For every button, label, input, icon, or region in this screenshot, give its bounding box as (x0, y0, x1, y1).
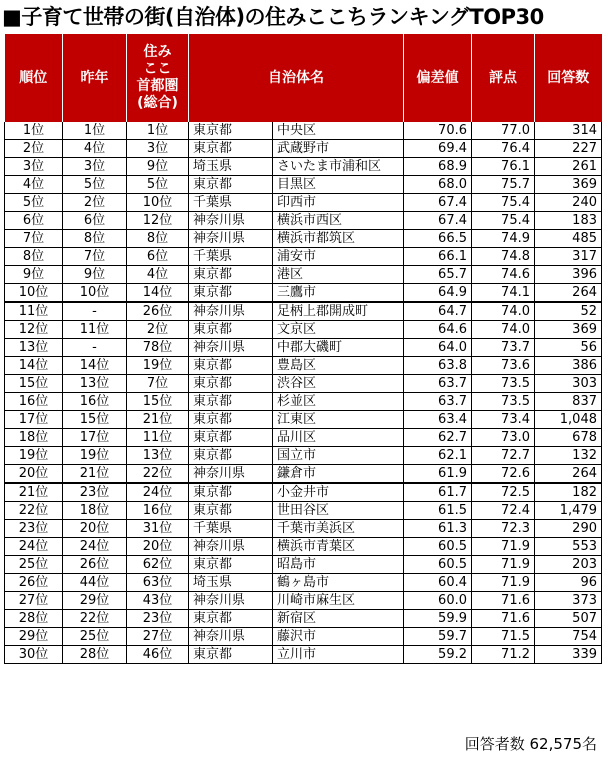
prefecture-cell: 東京都 (189, 447, 273, 465)
score-cell: 72.4 (472, 502, 535, 520)
prefecture-cell: 埼玉県 (189, 574, 273, 592)
city-cell: 世田谷区 (273, 502, 404, 520)
deviation-cell: 63.7 (404, 393, 472, 411)
rank-cell: 11位 (5, 302, 63, 321)
last-year-cell: 25位 (63, 628, 127, 646)
metro-rank-cell: 27位 (127, 628, 189, 646)
score-cell: 71.9 (472, 574, 535, 592)
metro-rank-cell: 1位 (127, 122, 189, 140)
respondents-cell: 290 (535, 520, 602, 538)
table-row (5, 483, 602, 502)
rank-cell: 16位 (5, 393, 63, 411)
deviation-cell: 70.6 (404, 122, 472, 140)
score-cell: 71.9 (472, 556, 535, 574)
rank-cell: 19位 (5, 447, 63, 465)
metro-rank-cell: 13位 (127, 447, 189, 465)
rank-cell: 17位 (5, 411, 63, 429)
rank-cell: 15位 (5, 375, 63, 393)
city-cell: 国立市 (273, 447, 404, 465)
deviation-cell: 63.7 (404, 375, 472, 393)
respondents-cell: 369 (535, 321, 602, 339)
metro-rank-cell: 46位 (127, 646, 189, 664)
deviation-cell: 61.5 (404, 502, 472, 520)
header-deviation: 偏差値 (404, 34, 472, 122)
prefecture-cell: 千葉県 (189, 520, 273, 538)
table-row (5, 393, 602, 411)
score-cell: 72.6 (472, 465, 535, 484)
last-year-cell: 28位 (63, 646, 127, 664)
last-year-cell: 18位 (63, 502, 127, 520)
metro-rank-cell: 12位 (127, 212, 189, 230)
last-year-cell: 17位 (63, 429, 127, 447)
prefecture-cell: 東京都 (189, 122, 273, 140)
city-cell: 江東区 (273, 411, 404, 429)
city-cell: 中央区 (273, 122, 404, 140)
deviation-cell: 64.6 (404, 321, 472, 339)
respondents-cell: 317 (535, 248, 602, 266)
deviation-cell: 68.0 (404, 176, 472, 194)
last-year-cell: - (63, 302, 127, 321)
metro-rank-cell: 23位 (127, 610, 189, 628)
header-last-year: 昨年 (63, 34, 127, 122)
respondents-cell: 678 (535, 429, 602, 447)
metro-rank-cell: 5位 (127, 176, 189, 194)
respondents-cell: 240 (535, 194, 602, 212)
rank-cell: 5位 (5, 194, 63, 212)
score-cell: 71.6 (472, 610, 535, 628)
metro-rank-cell: 14位 (127, 284, 189, 303)
city-cell: 鶴ヶ島市 (273, 574, 404, 592)
deviation-cell: 61.9 (404, 465, 472, 484)
score-cell: 73.5 (472, 393, 535, 411)
score-cell: 73.6 (472, 357, 535, 375)
table-row (5, 122, 602, 140)
city-cell: 昭島市 (273, 556, 404, 574)
table-row (5, 646, 602, 664)
city-cell: 三鷹市 (273, 284, 404, 303)
respondents-cell: 507 (535, 610, 602, 628)
prefecture-cell: 東京都 (189, 284, 273, 303)
deviation-cell: 67.4 (404, 212, 472, 230)
deviation-cell: 63.4 (404, 411, 472, 429)
respondents-cell: 754 (535, 628, 602, 646)
city-cell: 印西市 (273, 194, 404, 212)
respondents-cell: 373 (535, 592, 602, 610)
respondents-cell: 56 (535, 339, 602, 357)
respondents-cell: 339 (535, 646, 602, 664)
metro-rank-cell: 24位 (127, 483, 189, 502)
prefecture-cell: 東京都 (189, 321, 273, 339)
deviation-cell: 64.9 (404, 284, 472, 303)
table-row (5, 176, 602, 194)
respondents-cell: 183 (535, 212, 602, 230)
rank-cell: 27位 (5, 592, 63, 610)
respondents-cell: 396 (535, 266, 602, 284)
city-cell: 鎌倉市 (273, 465, 404, 484)
prefecture-cell: 神奈川県 (189, 628, 273, 646)
prefecture-cell: 東京都 (189, 429, 273, 447)
prefecture-cell: 東京都 (189, 375, 273, 393)
metro-rank-cell: 20位 (127, 538, 189, 556)
city-cell: 品川区 (273, 429, 404, 447)
metro-rank-cell: 9位 (127, 158, 189, 176)
prefecture-cell: 千葉県 (189, 248, 273, 266)
prefecture-cell: 東京都 (189, 646, 273, 664)
respondents-cell: 261 (535, 158, 602, 176)
city-cell: 豊島区 (273, 357, 404, 375)
table-row (5, 194, 602, 212)
respondent-total: 回答者数 62,575名 (464, 735, 597, 753)
deviation-cell: 64.0 (404, 339, 472, 357)
rank-cell: 21位 (5, 483, 63, 502)
table-row (5, 302, 602, 321)
table-row (5, 465, 602, 484)
rank-cell: 7位 (5, 230, 63, 248)
metro-rank-cell: 10位 (127, 194, 189, 212)
respondents-cell: 1,479 (535, 502, 602, 520)
last-year-cell: 16位 (63, 393, 127, 411)
city-cell: 浦安市 (273, 248, 404, 266)
rank-cell: 26位 (5, 574, 63, 592)
city-cell: さいたま市浦和区 (273, 158, 404, 176)
table-row (5, 339, 602, 357)
score-cell: 71.5 (472, 628, 535, 646)
prefecture-cell: 千葉県 (189, 194, 273, 212)
last-year-cell: 23位 (63, 483, 127, 502)
last-year-cell: 7位 (63, 248, 127, 266)
prefecture-cell: 東京都 (189, 266, 273, 284)
prefecture-cell: 神奈川県 (189, 465, 273, 484)
header-metro-line4: (総合) (137, 95, 178, 111)
city-cell: 藤沢市 (273, 628, 404, 646)
score-cell: 75.4 (472, 212, 535, 230)
metro-rank-cell: 15位 (127, 393, 189, 411)
prefecture-cell: 神奈川県 (189, 230, 273, 248)
metro-rank-cell: 22位 (127, 465, 189, 484)
deviation-cell: 62.1 (404, 447, 472, 465)
last-year-cell: 22位 (63, 610, 127, 628)
header-respondents: 回答数 (535, 34, 602, 122)
prefecture-cell: 東京都 (189, 556, 273, 574)
city-cell: 目黒区 (273, 176, 404, 194)
score-cell: 73.0 (472, 429, 535, 447)
table-row (5, 357, 602, 375)
deviation-cell: 69.4 (404, 140, 472, 158)
deviation-cell: 59.9 (404, 610, 472, 628)
rank-cell: 3位 (5, 158, 63, 176)
header-metro-rank (127, 34, 189, 122)
table-row (5, 538, 602, 556)
prefecture-cell: 神奈川県 (189, 302, 273, 321)
last-year-cell: 19位 (63, 447, 127, 465)
metro-rank-cell: 63位 (127, 574, 189, 592)
respondents-cell: 485 (535, 230, 602, 248)
header-municipality: 自治体名 (189, 34, 404, 122)
table-row (5, 574, 602, 592)
city-cell: 中郡大磯町 (273, 339, 404, 357)
table-row (5, 140, 602, 158)
rank-cell: 1位 (5, 122, 63, 140)
table-row (5, 375, 602, 393)
rank-cell: 6位 (5, 212, 63, 230)
score-cell: 74.6 (472, 266, 535, 284)
table-row (5, 502, 602, 520)
deviation-cell: 60.4 (404, 574, 472, 592)
last-year-cell: 24位 (63, 538, 127, 556)
page-title: ■子育て世帯の街(自治体)の住みここちランキングTOP30 (2, 5, 544, 29)
rank-cell: 14位 (5, 357, 63, 375)
deviation-cell: 59.2 (404, 646, 472, 664)
table-row (5, 248, 602, 266)
header-metro-line3: 首都圏 (136, 78, 179, 94)
last-year-cell: 26位 (63, 556, 127, 574)
score-cell: 74.9 (472, 230, 535, 248)
respondents-cell: 96 (535, 574, 602, 592)
respondents-cell: 182 (535, 483, 602, 502)
prefecture-cell: 神奈川県 (189, 339, 273, 357)
table-row (5, 158, 602, 176)
deviation-cell: 68.9 (404, 158, 472, 176)
city-cell: 新宿区 (273, 610, 404, 628)
rank-cell: 4位 (5, 176, 63, 194)
last-year-cell: 21位 (63, 465, 127, 484)
metro-rank-cell: 7位 (127, 375, 189, 393)
prefecture-cell: 埼玉県 (189, 158, 273, 176)
rank-cell: 22位 (5, 502, 63, 520)
score-cell: 76.4 (472, 140, 535, 158)
score-cell: 76.1 (472, 158, 535, 176)
city-cell: 立川市 (273, 646, 404, 664)
respondents-cell: 314 (535, 122, 602, 140)
deviation-cell: 59.7 (404, 628, 472, 646)
metro-rank-cell: 6位 (127, 248, 189, 266)
rank-cell: 28位 (5, 610, 63, 628)
table-row (5, 520, 602, 538)
city-cell: 小金井市 (273, 483, 404, 502)
last-year-cell: 14位 (63, 357, 127, 375)
city-cell: 横浜市西区 (273, 212, 404, 230)
city-cell: 足柄上郡開成町 (273, 302, 404, 321)
score-cell: 72.7 (472, 447, 535, 465)
last-year-cell: 29位 (63, 592, 127, 610)
city-cell: 渋谷区 (273, 375, 404, 393)
rank-cell: 12位 (5, 321, 63, 339)
city-cell: 横浜市都筑区 (273, 230, 404, 248)
rank-cell: 30位 (5, 646, 63, 664)
last-year-cell: 4位 (63, 140, 127, 158)
score-cell: 74.8 (472, 248, 535, 266)
last-year-cell: 6位 (63, 212, 127, 230)
last-year-cell: 8位 (63, 230, 127, 248)
respondents-cell: 264 (535, 284, 602, 303)
score-cell: 75.7 (472, 176, 535, 194)
last-year-cell: 44位 (63, 574, 127, 592)
deviation-cell: 60.5 (404, 538, 472, 556)
deviation-cell: 67.4 (404, 194, 472, 212)
city-cell: 川崎市麻生区 (273, 592, 404, 610)
score-cell: 71.9 (472, 538, 535, 556)
respondents-cell: 227 (535, 140, 602, 158)
prefecture-cell: 東京都 (189, 357, 273, 375)
score-cell: 74.1 (472, 284, 535, 303)
deviation-cell: 66.1 (404, 248, 472, 266)
metro-rank-cell: 2位 (127, 321, 189, 339)
city-cell: 横浜市青葉区 (273, 538, 404, 556)
last-year-cell: 11位 (63, 321, 127, 339)
score-cell: 72.3 (472, 520, 535, 538)
score-cell: 73.7 (472, 339, 535, 357)
respondents-cell: 553 (535, 538, 602, 556)
prefecture-cell: 東京都 (189, 411, 273, 429)
prefecture-cell: 東京都 (189, 393, 273, 411)
deviation-cell: 60.0 (404, 592, 472, 610)
score-cell: 73.5 (472, 375, 535, 393)
table-header-row (5, 34, 602, 122)
deviation-cell: 64.7 (404, 302, 472, 321)
rank-cell: 23位 (5, 520, 63, 538)
score-cell: 73.4 (472, 411, 535, 429)
rank-cell: 8位 (5, 248, 63, 266)
respondents-cell: 303 (535, 375, 602, 393)
table-row (5, 284, 602, 303)
city-cell: 文京区 (273, 321, 404, 339)
rank-cell: 10位 (5, 284, 63, 303)
respondents-cell: 52 (535, 302, 602, 321)
metro-rank-cell: 16位 (127, 502, 189, 520)
metro-rank-cell: 11位 (127, 429, 189, 447)
deviation-cell: 61.7 (404, 483, 472, 502)
last-year-cell: 20位 (63, 520, 127, 538)
table-row (5, 592, 602, 610)
table-row (5, 230, 602, 248)
rank-cell: 24位 (5, 538, 63, 556)
metro-rank-cell: 43位 (127, 592, 189, 610)
city-cell: 杉並区 (273, 393, 404, 411)
city-cell: 武蔵野市 (273, 140, 404, 158)
city-cell: 港区 (273, 266, 404, 284)
table-row (5, 411, 602, 429)
respondents-cell: 132 (535, 447, 602, 465)
respondents-cell: 1,048 (535, 411, 602, 429)
table-row (5, 610, 602, 628)
metro-rank-cell: 19位 (127, 357, 189, 375)
prefecture-cell: 東京都 (189, 502, 273, 520)
prefecture-cell: 神奈川県 (189, 212, 273, 230)
table-row (5, 429, 602, 447)
header-score: 評点 (472, 34, 535, 122)
respondents-cell: 264 (535, 465, 602, 484)
prefecture-cell: 神奈川県 (189, 592, 273, 610)
rank-cell: 18位 (5, 429, 63, 447)
last-year-cell: 1位 (63, 122, 127, 140)
last-year-cell: 13位 (63, 375, 127, 393)
rank-cell: 25位 (5, 556, 63, 574)
metro-rank-cell: 31位 (127, 520, 189, 538)
rank-cell: 29位 (5, 628, 63, 646)
table-row (5, 556, 602, 574)
score-cell: 71.2 (472, 646, 535, 664)
header-rank: 順位 (5, 34, 63, 122)
deviation-cell: 61.3 (404, 520, 472, 538)
respondents-cell: 837 (535, 393, 602, 411)
last-year-cell: 10位 (63, 284, 127, 303)
prefecture-cell: 東京都 (189, 483, 273, 502)
prefecture-cell: 東京都 (189, 176, 273, 194)
rank-cell: 13位 (5, 339, 63, 357)
deviation-cell: 65.7 (404, 266, 472, 284)
table-row (5, 266, 602, 284)
metro-rank-cell: 8位 (127, 230, 189, 248)
respondents-cell: 203 (535, 556, 602, 574)
metro-rank-cell: 62位 (127, 556, 189, 574)
metro-rank-cell: 78位 (127, 339, 189, 357)
prefecture-cell: 東京都 (189, 610, 273, 628)
last-year-cell: - (63, 339, 127, 357)
deviation-cell: 66.5 (404, 230, 472, 248)
last-year-cell: 2位 (63, 194, 127, 212)
prefecture-cell: 神奈川県 (189, 538, 273, 556)
score-cell: 75.4 (472, 194, 535, 212)
score-cell: 74.0 (472, 321, 535, 339)
table-row (5, 447, 602, 465)
ranking-table (4, 34, 602, 664)
city-cell: 千葉市美浜区 (273, 520, 404, 538)
rank-cell: 2位 (5, 140, 63, 158)
last-year-cell: 9位 (63, 266, 127, 284)
table-row (5, 212, 602, 230)
deviation-cell: 60.5 (404, 556, 472, 574)
score-cell: 77.0 (472, 122, 535, 140)
last-year-cell: 3位 (63, 158, 127, 176)
last-year-cell: 5位 (63, 176, 127, 194)
rank-cell: 20位 (5, 465, 63, 484)
metro-rank-cell: 21位 (127, 411, 189, 429)
deviation-cell: 63.8 (404, 357, 472, 375)
last-year-cell: 15位 (63, 411, 127, 429)
prefecture-cell: 東京都 (189, 140, 273, 158)
score-cell: 72.5 (472, 483, 535, 502)
deviation-cell: 62.7 (404, 429, 472, 447)
table-body (5, 122, 602, 664)
metro-rank-cell: 26位 (127, 302, 189, 321)
table-row (5, 321, 602, 339)
respondents-cell: 386 (535, 357, 602, 375)
score-cell: 71.6 (472, 592, 535, 610)
table-row (5, 628, 602, 646)
header-metro-line1: 住み (143, 44, 172, 60)
rank-cell: 9位 (5, 266, 63, 284)
respondents-cell: 369 (535, 176, 602, 194)
metro-rank-cell: 4位 (127, 266, 189, 284)
metro-rank-cell: 3位 (127, 140, 189, 158)
score-cell: 74.0 (472, 302, 535, 321)
header-metro-line2: ここ (143, 61, 172, 77)
